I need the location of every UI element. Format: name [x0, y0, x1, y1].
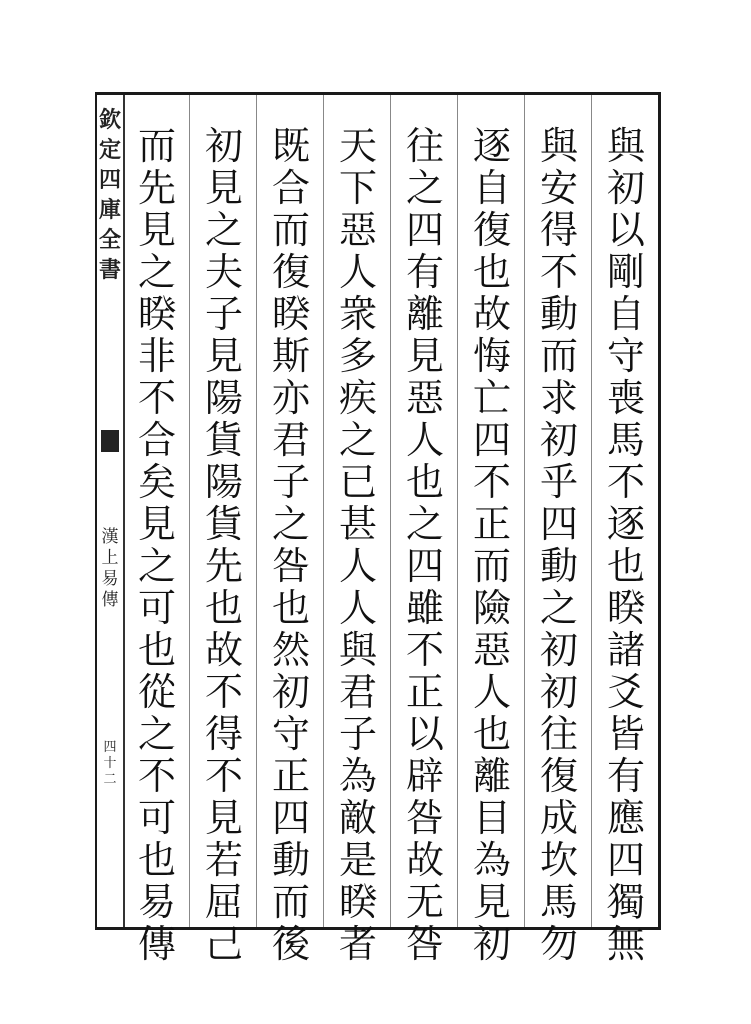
column-text: 初見之夫子見陽貨陽貨先也故不得不見若屈己	[204, 124, 243, 966]
text-column-8	[123, 95, 190, 966]
book-page	[95, 92, 661, 966]
page-number: 四十二	[103, 740, 117, 787]
column-text: 與安得不動而求初乎四動之初初往復成坎馬勿	[539, 124, 578, 966]
column-text: 往之四有離見惡人也之四雖不正以辟咎故无咎	[405, 124, 444, 966]
text-column-6	[257, 95, 324, 966]
column-text: 既合而復睽斯亦君子之咎也然初守正四動而後	[271, 124, 310, 966]
column-text: 逐自復也故悔亡四不正而險惡人也離目為見初	[472, 124, 511, 966]
text-column-3	[458, 95, 525, 966]
fishtail-mark	[101, 430, 119, 452]
volume-title: 漢上易傳	[101, 527, 119, 610]
column-text: 與初以剛自守喪馬不逐也睽諸爻皆有應四獨無	[606, 124, 645, 966]
text-body	[123, 95, 658, 966]
text-column-2	[525, 95, 592, 966]
book-title: 欽定四庫全書	[98, 107, 121, 283]
text-column-4	[391, 95, 458, 966]
column-text: 而先見之睽非不合矣見之可也從之不可也易傳	[137, 124, 176, 966]
text-column-5	[324, 95, 391, 966]
column-text: 天下惡人衆多疾之已甚人人與君子為敵是睽者	[338, 124, 377, 966]
text-column-7	[190, 95, 257, 966]
page-margin-column	[97, 95, 125, 927]
text-column-1	[592, 95, 659, 966]
